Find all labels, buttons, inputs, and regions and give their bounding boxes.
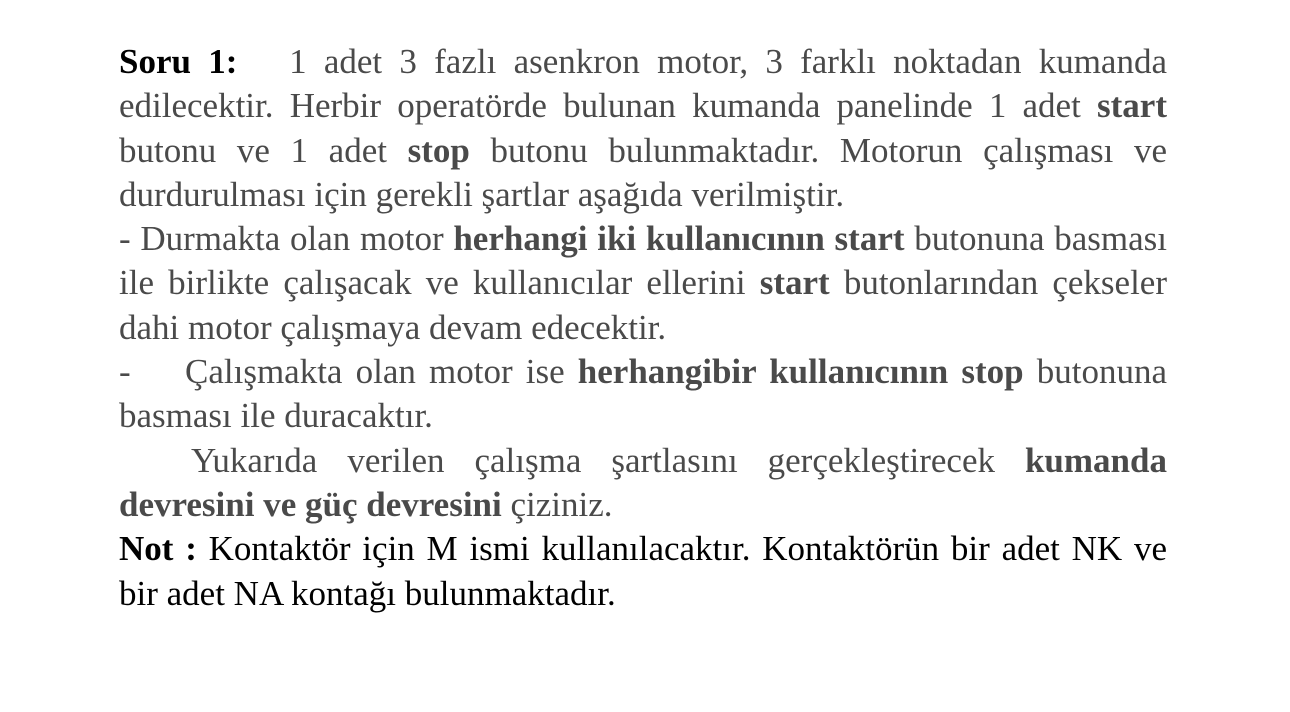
instruction-paragraph	[119, 439, 1167, 528]
condition-stop-bold-phrase: herhangibir kullanıcının stop	[577, 352, 1024, 392]
condition-start-prefix: - Durmakta olan motor	[119, 219, 454, 259]
stop-keyword: stop	[407, 130, 470, 170]
condition-start-paragraph	[119, 217, 1167, 350]
condition-stop-prefix: Çalışmakta olan motor ise	[185, 352, 578, 392]
start-keyword: start	[1097, 86, 1167, 126]
question-intro-text-c: butonu bulunmaktadır. Motorun çalışması ve durdurulması için gerekli şartlar aşağıda verilmiştir.	[119, 130, 1167, 214]
condition-stop-paragraph	[119, 350, 1167, 439]
condition-start-bold-word: start	[759, 263, 830, 303]
note-paragraph	[119, 527, 1167, 616]
instruction-prefix: Yukarıda verilen çalışma şartlasını gerçekleştirecek	[191, 440, 1025, 480]
note-text: Kontaktör için M ismi kullanılacaktır. Kontaktörün bir adet NK ve bir adet NA kontağı bulunmaktadır.	[119, 529, 1167, 613]
instruction-suffix: çiziniz.	[501, 484, 613, 524]
question-intro-text-b: butonu ve 1 adet	[119, 130, 408, 170]
condition-start-bold-phrase: herhangi iki kullanıcının start	[453, 219, 905, 259]
note-label: Not :	[119, 529, 197, 569]
question-document	[119, 40, 1176, 616]
question-paragraph	[119, 40, 1176, 217]
condition-start-suffix: butonlarından çekseler dahi motor çalışmaya devam edecektir.	[119, 263, 1167, 347]
condition-stop-dash: -	[119, 352, 131, 392]
condition-stop-suffix: butonuna basması ile duracaktır.	[119, 352, 1167, 436]
instruction-bold-phrase: kumanda devresini ve güç devresini	[119, 440, 1167, 524]
question-intro-text-a: 1 adet 3 fazlı asenkron motor, 3 farklı noktadan kumanda edilecektir. Herbir operatörde bulunan kumanda panelinde 1 adet	[119, 42, 1176, 126]
question-label: Soru 1:	[119, 42, 238, 81]
condition-start-middle: butonuna basması ile birlikte çalışacak ve kullanıcılar ellerini	[119, 219, 1167, 303]
